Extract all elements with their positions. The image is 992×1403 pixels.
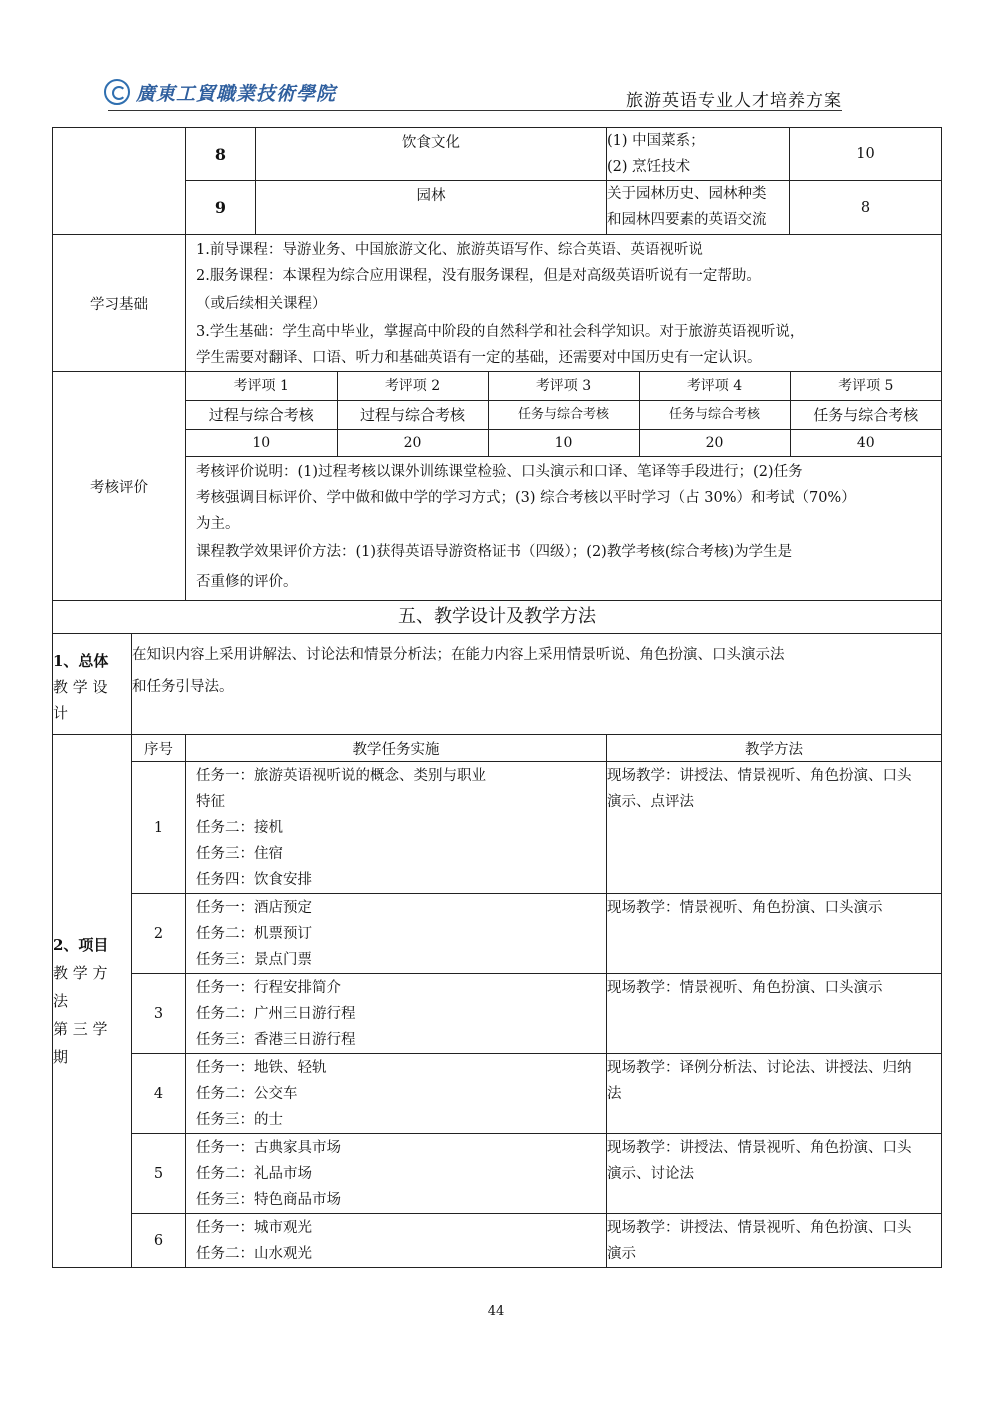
hours-cell: 8: [790, 181, 942, 235]
section-title: 五、教学设计及教学方法: [53, 601, 942, 634]
curriculum-table: [52, 127, 942, 1268]
project-method-label: 2、项目 教 学 方 法 第 三 学 期: [53, 735, 132, 1268]
assessment-notes: 考核评价说明：(1)过程考核以课外训练课堂检验、口头演示和口译、笔译等手段进行；(2)任务 考核强调目标评价、学中做和做中学的学习方式；(3) 综合考核以平时学习（占 30%）和考试（70%） 为主。 课程教学效果评价方法：(1)获得英语导游资格证书（四级）；(2)教学考核(综合考核)为学生是 否重修的评价。: [196, 464, 856, 590]
row-number: 8: [186, 128, 256, 181]
project-row: [53, 974, 942, 1054]
project-method: 现场教学：情景视听、角色扮演、口头演示: [607, 894, 942, 974]
project-row-number: 4: [132, 1054, 186, 1134]
assessment-content: [186, 372, 942, 601]
project-tasks: 任务一：古典家具市场 任务二：礼品市场 任务三：特色商品市场: [186, 1134, 607, 1214]
project-tasks: 任务一：旅游英语视听说的概念、类别与职业 特征 任务二：接机 任务三：住宿 任务四：饮食安排: [186, 762, 607, 894]
project-row: [53, 1134, 942, 1214]
empty-cell: [53, 128, 186, 235]
project-tasks: 任务一：地铁、轻轨 任务二：公交车 任务三：的士: [186, 1054, 607, 1134]
school-logo: [104, 76, 336, 108]
overall-design-row: [53, 634, 942, 735]
project-row: [53, 894, 942, 974]
assessment-types-row: 过程与综合考核 过程与综合考核 任务与综合考核 任务与综合考核 任务与综合考核: [186, 401, 941, 430]
assessment-label: 考核评价: [53, 372, 186, 601]
overall-design-text: 在知识内容上采用讲解法、讨论法和情景分析法；在能力内容上采用情景听说、角色扮演、口头演示法 和任务引导法。: [132, 634, 942, 735]
row-number: 9: [186, 181, 256, 235]
project-row-number: 1: [132, 762, 186, 894]
project-row-number: 5: [132, 1134, 186, 1214]
content-cell: 关于园林历史、园林种类 和园林四要素的英语交流: [607, 181, 790, 235]
table-row: [53, 128, 942, 181]
study-basis-label: 学习基础: [53, 235, 186, 372]
project-method: 现场教学：讲授法、情景视听、角色扮演、口头 演示: [607, 1214, 942, 1268]
project-tasks: 任务一：城市观光 任务二：山水观光: [186, 1214, 607, 1268]
project-tasks: 任务一：酒店预定 任务二：机票预订 任务三：景点门票: [186, 894, 607, 974]
content-cell: (1) 中国菜系； (2) 烹饪技术: [607, 128, 790, 181]
project-method: 现场教学：情景视听、角色扮演、口头演示: [607, 974, 942, 1054]
page-number: 44: [487, 1304, 505, 1319]
assessment-weights-row: 10 20 10 20 40: [186, 430, 941, 457]
study-basis-content: 1.前导课程：导游业务、中国旅游文化、旅游英语写作、综合英语、英语视听说 2.服务课程：本课程为综合应用课程，没有服务课程，但是对高级英语听说有一定帮助。 （或后续相关课程） 3.学生基础：学生高中毕业，掌握高中阶段的自然科学和社会科学知识。对于旅游英语视听说， 学生需要对翻译、口语、听力和基础英语有一定的基础，还需要对中国历史有一定认识。: [186, 235, 942, 372]
header-no: 序号: [132, 735, 186, 762]
hours-cell: 10: [790, 128, 942, 181]
header-method: 教学方法: [607, 735, 942, 762]
overall-design-label: 1、总体 教 学 设 计: [53, 634, 132, 735]
project-header-row: [53, 735, 942, 762]
topic-cell: 园林: [256, 181, 607, 235]
project-row-number: 6: [132, 1214, 186, 1268]
project-method: 现场教学：译例分析法、讨论法、讲授法、归纳 法: [607, 1054, 942, 1134]
document-title: 旅游英语专业人才培养方案: [626, 91, 842, 111]
project-tasks: 任务一：行程安排简介 任务二：广州三日游行程 任务三：香港三日游行程: [186, 974, 607, 1054]
topic-cell: 饮食文化: [256, 128, 607, 181]
project-row-number: 3: [132, 974, 186, 1054]
school-emblem-icon: [104, 79, 130, 105]
assessment-items-row: 考评项 1 考评项 2 考评项 3 考评项 4 考评项 5: [186, 372, 941, 401]
project-row: [53, 1214, 942, 1268]
project-method: 现场教学：讲授法、情景视听、角色扮演、口头 演示、讨论法: [607, 1134, 942, 1214]
header-task: 教学任务实施: [186, 735, 607, 762]
assessment-row: [53, 372, 942, 601]
project-method: 现场教学：讲授法、情景视听、角色扮演、口头 演示、点评法: [607, 762, 942, 894]
table-row: [53, 181, 942, 235]
school-name: 廣東工貿職業技術學院: [136, 82, 337, 105]
project-row-number: 2: [132, 894, 186, 974]
project-row: [53, 1054, 942, 1134]
header-divider: [108, 110, 842, 111]
section-title-row: [53, 601, 942, 634]
project-row: [53, 762, 942, 894]
assessment-grid: [186, 372, 941, 457]
study-basis-row: [53, 235, 942, 372]
